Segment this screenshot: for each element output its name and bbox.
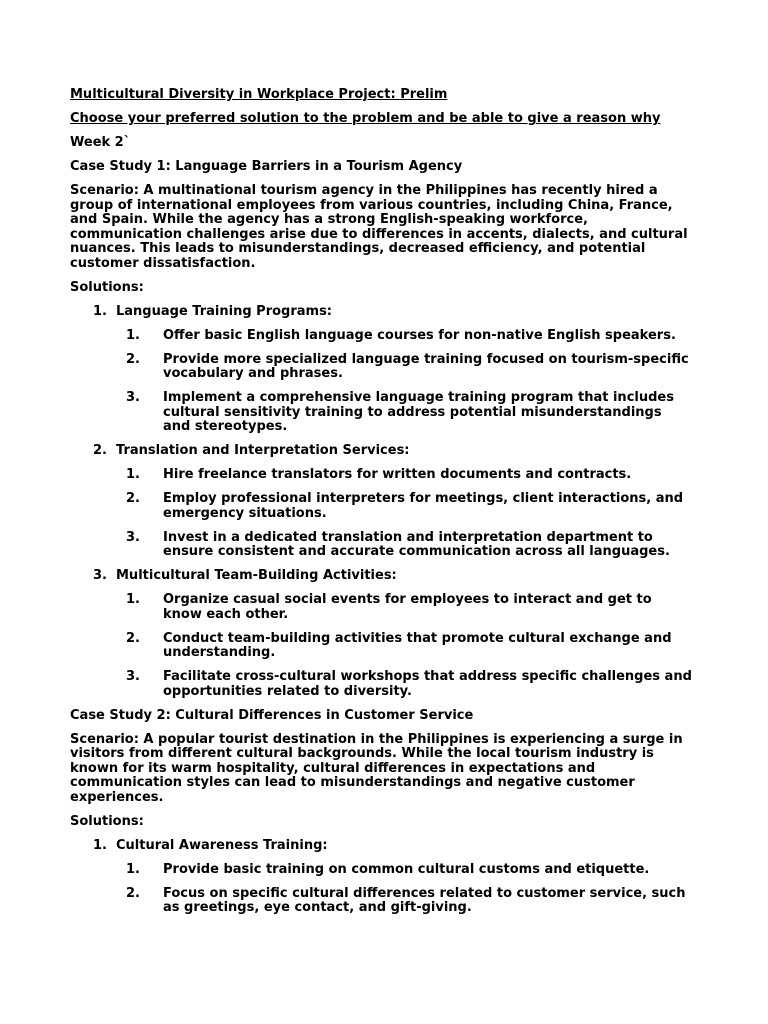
solution-option-list: [70, 593, 700, 699]
option-text: Facilitate cross-cultural workshops that address specific challenges and opportunities related to diversity.: [163, 669, 692, 699]
option-text: Provide more specialized language training focused on tourism-specific vocabulary and phrases.: [163, 351, 689, 381]
option-text: Offer basic English language courses for non-native English speakers.: [163, 327, 676, 343]
option-text: Organize casual social events for employees to interact and get to know each other.: [163, 592, 652, 622]
case-study-2-heading: Case Study 2: Cultural Differences in Customer Service: [70, 707, 474, 723]
option-text: Invest in a dedicated translation and interpretation department to ensure consistent and accurate communication across all languages.: [163, 529, 670, 559]
week-label: Week 2`: [70, 135, 131, 150]
solution-option-list: [70, 468, 700, 560]
option-text: Focus on specific cultural differences related to customer service, such as greetings, eye contact, and gift-giving.: [163, 885, 686, 915]
solution-number: 1.: [93, 837, 107, 853]
option-number: 1.: [126, 592, 140, 607]
solution-option-list: [70, 863, 700, 916]
instruction-line: Choose your preferred solution to the problem and be able to give a reason why: [70, 111, 661, 126]
option-number: 2.: [126, 351, 140, 367]
solution-label: Cultural Awareness Training:: [116, 837, 328, 853]
solution-item: [70, 569, 700, 699]
option-text: Employ professional interpreters for meetings, client interactions, and emergency situations.: [163, 491, 684, 521]
solution-option: [70, 468, 700, 483]
document-title: Multicultural Diversity in Workplace Project: Prelim: [70, 87, 448, 102]
solution-number: 3.: [93, 568, 107, 583]
document-page: [70, 88, 700, 925]
solution-option: [70, 632, 700, 661]
solution-item: [70, 305, 700, 435]
option-text: Hire freelance translators for written documents and contracts.: [163, 467, 632, 482]
option-number: 3.: [126, 669, 140, 684]
option-number: 2.: [126, 630, 140, 646]
case-study-2-solutions-label: Solutions:: [70, 813, 144, 829]
option-text: Implement a comprehensive language training program that includes cultural sensitivity training to address potential misunderstandings and stereotypes.: [163, 390, 674, 434]
solution-option: [70, 329, 700, 344]
solution-option: [70, 593, 700, 622]
option-text: Conduct team-building activities that promote cultural exchange and understanding.: [163, 630, 672, 660]
solution-option: [70, 492, 700, 521]
solution-option: [70, 887, 700, 916]
solution-option: [70, 863, 700, 878]
solution-item: [70, 444, 700, 560]
option-number: 3.: [126, 390, 140, 405]
case-study-2-solutions-list: [70, 839, 700, 916]
option-number: 2.: [126, 885, 140, 901]
option-number: 1.: [126, 327, 140, 343]
case-study-2-scenario: Scenario: A popular tourist destination in the Philippines is experiencing a surge in visitors from different cultural backgrounds. While the local tourism industry is known for its warm hospitality, cultural differences in expectations and communication styles can lead to misunderstandings and negative customer experiences.: [70, 731, 683, 805]
solution-number: 1.: [93, 303, 107, 319]
solution-option: [70, 391, 700, 435]
option-number: 3.: [126, 529, 140, 545]
solution-label: Translation and Interpretation Services:: [116, 443, 410, 458]
option-number: 2.: [126, 491, 140, 506]
case-study-1-heading: Case Study 1: Language Barriers in a Tourism Agency: [70, 159, 463, 174]
solution-number: 2.: [93, 443, 107, 458]
solution-option: [70, 531, 700, 560]
solution-label: Language Training Programs:: [116, 303, 333, 319]
case-study-1-solutions-list: [70, 305, 700, 700]
case-study-1-scenario: Scenario: A multinational tourism agency in the Philippines has recently hired a group of international employees from various countries, including China, France, and Spain. While the agency has a strong English-speaking workforce, communication challenges arise due to differences in accents, dialects, and cultural nuances. This leads to misunderstandings, decreased efficiency, and potential customer dissatisfaction.: [70, 183, 688, 271]
solution-label: Multicultural Team-Building Activities:: [116, 568, 397, 583]
solution-option-list: [70, 329, 700, 435]
solution-item: [70, 839, 700, 916]
solution-option: [70, 670, 700, 699]
case-study-1-solutions-label: Solutions:: [70, 279, 144, 295]
option-text: Provide basic training on common cultural customs and etiquette.: [163, 861, 650, 877]
solution-option: [70, 353, 700, 382]
option-number: 1.: [126, 467, 140, 482]
option-number: 1.: [126, 861, 140, 877]
